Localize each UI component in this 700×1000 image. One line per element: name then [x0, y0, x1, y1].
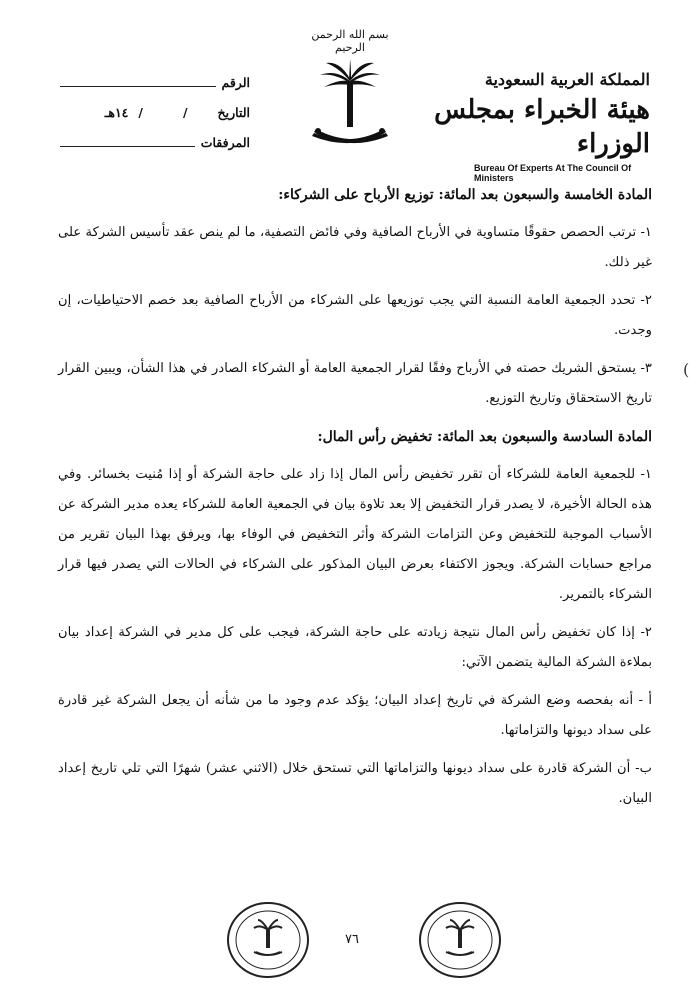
page-number: ٧٦: [345, 932, 359, 947]
article-176-title: المادة السادسة والسبعون بعد المائة: تخفيض رأس المال:: [317, 429, 652, 445]
attachments-row: [60, 135, 250, 165]
article-175-item-3: ٣- يستحق الشريك حصته في الأرباح وفقًا لقرار الجمعية العامة أو الشركاء الصادر في هذا الشأن، ويبين القرار تاريخ الاستحقاق وتاريخ التوزيع.: [58, 361, 652, 406]
reference-line: [60, 85, 216, 87]
article-176-subitem-b: ب- أن الشركة قادرة على سداد ديونها والتزاماتها التي تستحق خلال (الاثني عشر) شهرًا التي تلي تاريخ إعداد البيان.: [58, 761, 652, 806]
date-separator: /: [138, 105, 143, 120]
organization-header: [430, 70, 650, 183]
official-seal-icon: [226, 900, 310, 980]
article-176-subitem-a: أ - أنه بفحصه وضع الشركة في تاريخ إعداد البيان؛ يؤكد عدم وجود ما من شأنه أن يجعل الشركة غير قادرة على سداد ديونها والتزاماتها.: [58, 693, 652, 738]
reference-fields: [60, 75, 250, 165]
bureau-name-english: Bureau Of Experts At The Council Of Ministers: [474, 163, 632, 183]
date-year: ١٤هـ: [104, 105, 129, 120]
basmala: بسم الله الرحمن الرحيم: [311, 28, 389, 54]
article-176-item-1: ١- للجمعية العامة للشركاء أن تقرر تخفيض رأس المال إذا زاد على حاجة الشركة أو إذا مُنيت بخسائر. وفي هذه الحالة الأخيرة، لا يصدر قرار التخفيض إلا بعد تلاوة بيان في الجمعية العامة للشركاء يعده مدير الشركة عن الأسباب الموجبة للتخفيض وعن التزامات الشركة وأثر التخفيض في الوفاء بها، ويرفق بهذا البيان تقرير من مراجع حسابات الشركة. ويجوز الاكتفاء بعرض البيان المذكور على الشركاء في الحالات التي يصدر فيها قرار الشركاء بالتمرير.: [58, 467, 652, 602]
bureau-name-arabic: هيئة الخبراء بمجلس الوزراء: [434, 95, 650, 159]
date-row: [60, 105, 250, 135]
attachments-line: [60, 145, 195, 147]
document-body: [58, 180, 652, 822]
date-separator: /: [182, 105, 188, 120]
attachments-label: المرفقات: [200, 135, 250, 150]
reference-label: الرقم: [221, 75, 250, 90]
article-175-title: المادة الخامسة والسبعون بعد المائة: توزيع الأرباح على الشركاء:: [278, 187, 652, 203]
article-175-item-2: ٢- تحدد الجمعية العامة النسبة التي يجب توزيعها على الشركاء من الأرباح الصافية بعد خصم الاحتياطيات، إن وجدت.: [58, 293, 652, 338]
date-label: التاريخ: [217, 105, 250, 120]
reference-number-row: [60, 75, 250, 105]
palm-swords-emblem-icon: [308, 55, 392, 155]
margin-bracket-mark: (: [683, 360, 690, 379]
article-175-item-1: ١- ترتب الحصص حقوقًا متساوية في الأرباح الصافية وفي فائض التصفية، ما لم ينص عقد تأسيس الشركة على غير ذلك.: [58, 225, 652, 270]
official-seal-icon: [418, 900, 502, 980]
kingdom-name: المملكة العربية السعودية: [484, 70, 650, 89]
article-176-item-2: ٢- إذا كان تخفيض رأس المال نتيجة زيادته على حاجة الشركة، فيجب على كل مدير في الشركة إعداد بيان بملاءة الشركة المالية يتضمن الآتي:: [58, 625, 652, 670]
